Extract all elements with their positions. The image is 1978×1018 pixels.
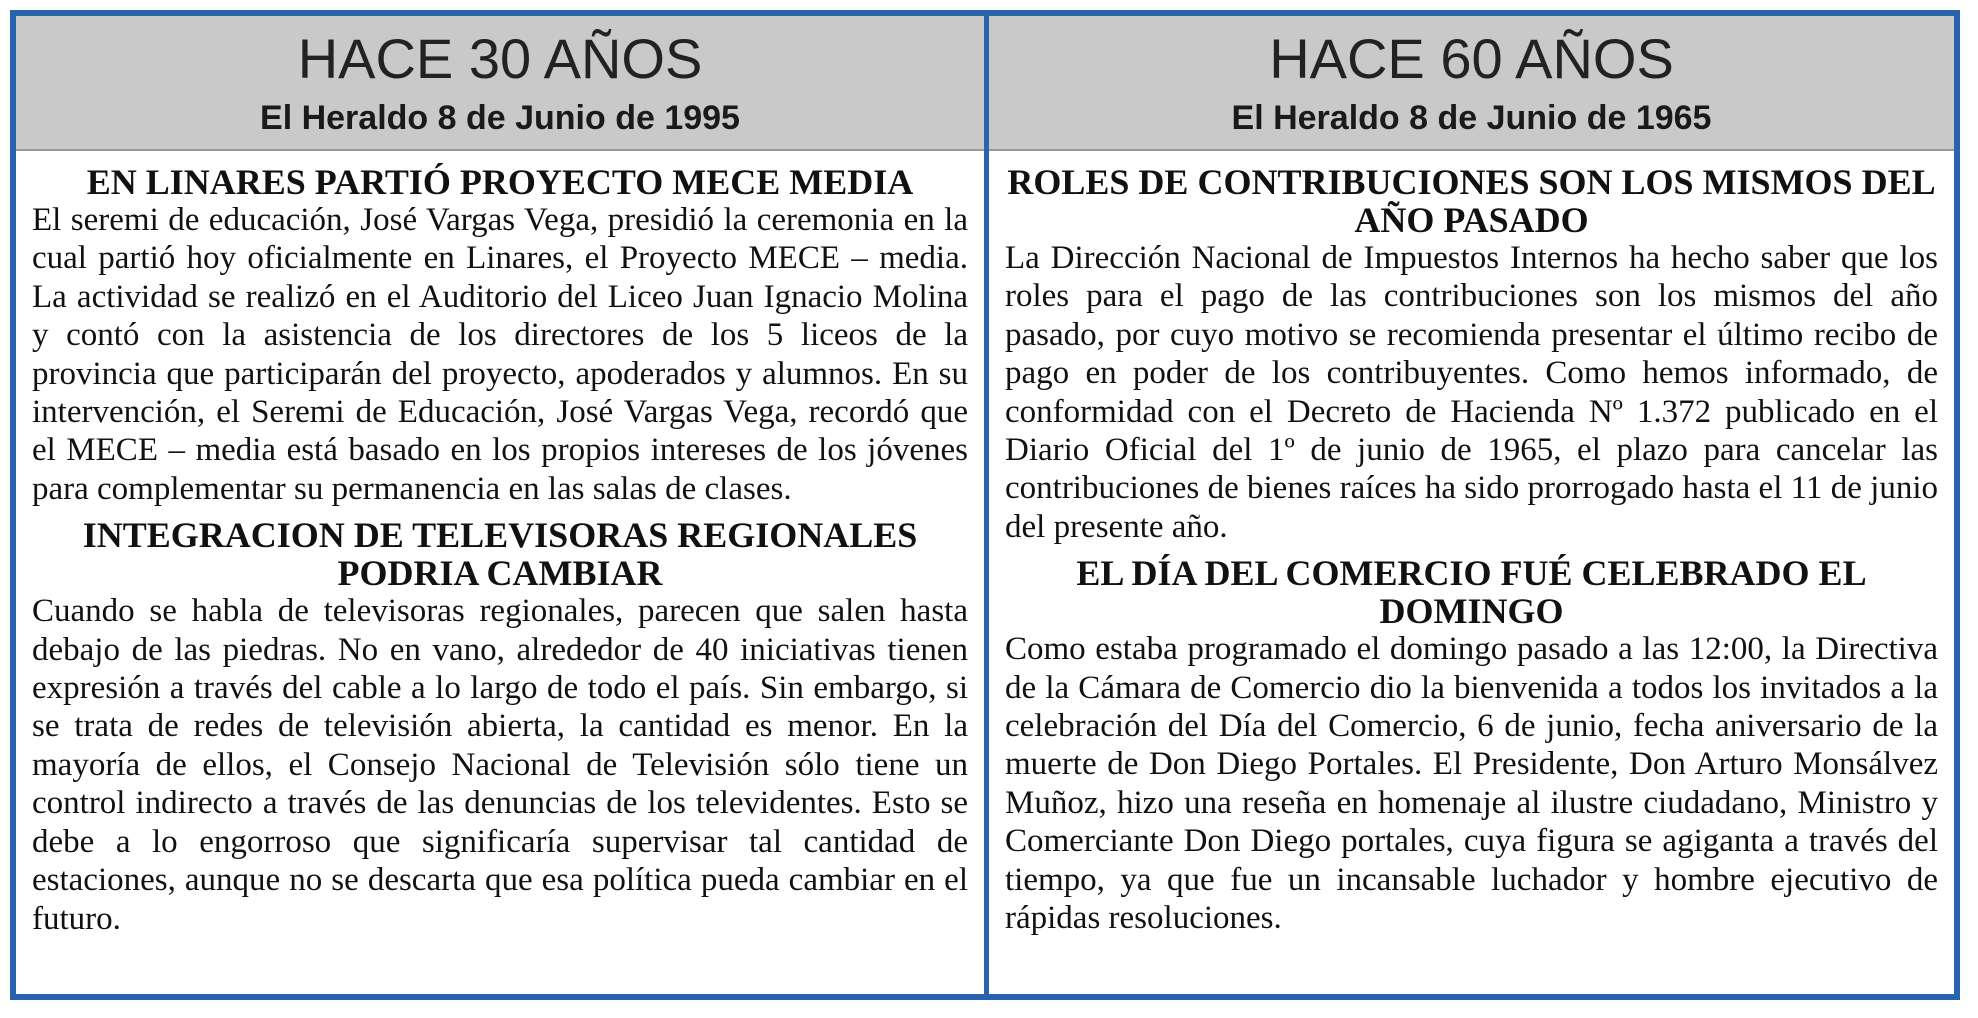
article-body: Cuando se habla de televisoras regionales, parecen que salen hasta debajo de las piedras. No en vano, alrededor de 40 iniciativas tienen expresión a través del cable a lo largo de todo el país. Sin embargo, si se trata de redes de televisión abierta, la cantidad es menor. En la mayoría de ellos, el Consejo Nacional de Televisión sólo tiene un control indirecto a través de las denuncias de los televidentes. Esto se debe a lo engorroso que significaría supervisar tal cantidad de estaciones, aunque no se descarta que esa política pueda cambiar en el futuro. (32, 593, 968, 937)
article-body: Como estaba programado el domingo pasado a las 12:00, la Directiva de la Cámara de Comercio dio la bienvenida a todos los invitados a la celebración del Día del Comercio, 6 de junio, fecha aniversario de la muerte de Don Diego Portales. El Presidente, Don Arturo Monsálvez Muñoz, hizo una reseña en homenaje al ilustre ciudadano, Ministro y Comerciante Don Diego portales, cuya figura se agiganta a través del tiempo, ya que fue un incansable luchador y hombre ejecutivo de rápidas resoluciones. (1005, 631, 1938, 937)
left-header-title: HACE 30 AÑOS (297, 27, 703, 90)
article-headline: INTEGRACION DE TELEVISORAS REGIONALES PODRIA CAMBIAR (82, 515, 918, 594)
right-header-subtitle: El Heraldo 8 de Junio de 1965 (1231, 99, 1712, 137)
article-headline: EN LINARES PARTIÓ PROYECTO MECE MEDIA (86, 162, 914, 202)
article-body: El seremi de educación, José Vargas Vega, presidió la ceremonia en la cual partió hoy oficialmente en Linares, el Proyecto MECE – media. La actividad se realizó en el Auditorio del Liceo Juan Ignacio Molina y contó con la asistencia de los directores de los 5 liceos de la provincia que participarán del proyecto, apoderados y alumnos. En su intervención, el Seremi de Educación, José Vargas Vega, recordó que el MECE – media está basado en los propios intereses de los jóvenes para complementar su permanencia en las salas de clases. (32, 202, 968, 507)
left-header-subtitle: El Heraldo 8 de Junio de 1995 (260, 99, 740, 137)
article-headline: ROLES DE CONTRIBUCIONES SON LOS MISMOS DEL AÑO PASADO (1007, 162, 1936, 240)
right-content (989, 151, 1954, 938)
right-header (989, 16, 1954, 151)
right-column (989, 16, 1954, 994)
newspaper-box (10, 10, 1960, 1000)
right-header-title: HACE 60 AÑOS (1269, 27, 1674, 90)
left-column (16, 16, 984, 994)
left-content (16, 151, 984, 938)
article-headline: EL DÍA DEL COMERCIO FUÉ CELEBRADO EL DOMINGO (1076, 553, 1867, 632)
left-header (16, 16, 984, 151)
article-body: La Dirección Nacional de Impuestos Internos ha hecho saber que los roles para el pago de las contribuciones son los mismos del año pasado, por cuyo motivo se recomienda presentar el último recibo de pago en poder de los contribuyentes. Como hemos informado, de conformidad con el Decreto de Hacienda Nº 1.372 publicado en el Diario Oficial del 1º de junio de 1965, el plazo para cancelar las contribuciones de bienes raíces ha sido prorrogado hasta el 11 de junio del presente año. (1005, 240, 1938, 545)
